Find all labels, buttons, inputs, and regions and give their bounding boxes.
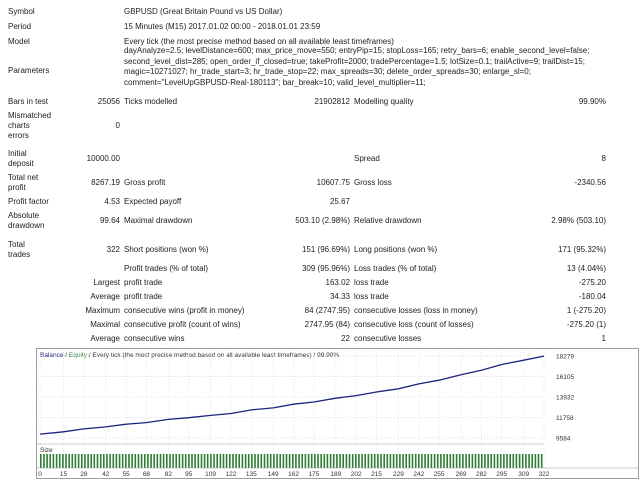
long-value: 171 (95.32%) — [557, 245, 606, 254]
size-bar — [138, 454, 140, 468]
profit-trades-value: 309 (95.96%) — [301, 264, 350, 273]
size-bar — [242, 454, 244, 468]
average-profit-label: profit trade — [124, 292, 163, 301]
size-bar — [387, 454, 389, 468]
x-tick-label: 282 — [475, 471, 487, 478]
size-bar — [519, 454, 521, 468]
size-bar — [409, 454, 411, 468]
mismatch-value: 0 — [115, 121, 120, 130]
size-bar — [336, 454, 338, 468]
size-bar — [175, 454, 177, 468]
maximal-loss-label: consecutive loss (count of losses) — [354, 320, 474, 329]
size-bar — [279, 454, 281, 468]
size-bar — [254, 454, 256, 468]
size-bar — [468, 454, 470, 468]
pf-value: 4.53 — [104, 197, 120, 206]
size-bar — [311, 454, 313, 468]
mismatch-label-1: Mismatched — [8, 111, 52, 120]
size-bar — [456, 454, 458, 468]
size-bar — [289, 454, 291, 468]
size-bar — [453, 454, 455, 468]
size-bar — [535, 454, 537, 468]
size-bar — [308, 454, 310, 468]
avg-cons-losses-value: 1 — [601, 334, 606, 343]
size-bar — [371, 454, 373, 468]
size-bar — [490, 454, 492, 468]
size-bar — [478, 454, 480, 468]
size-bar — [210, 454, 212, 468]
size-bar — [273, 454, 275, 468]
x-tick-label: 229 — [393, 471, 404, 478]
size-bar — [141, 454, 143, 468]
size-bar — [513, 454, 515, 468]
period-value: 15 Minutes (M15) 2017.01.02 00:00 - 2018.01.01 23:59 — [124, 22, 321, 31]
max-dd-value: 503.10 (2.98%) — [295, 216, 350, 225]
size-bar — [355, 454, 357, 468]
rel-dd-value: 2.98% (503.10) — [551, 216, 606, 225]
initial-value: 10000.00 — [86, 154, 120, 163]
size-bar — [232, 454, 234, 468]
x-tick-label: 68 — [142, 471, 151, 478]
size-bar — [248, 454, 250, 468]
size-bar — [59, 454, 61, 468]
net-label-2: profit — [8, 183, 26, 192]
size-bar — [81, 454, 83, 468]
graph-title-balance: Balance — [40, 352, 64, 359]
size-bar — [220, 454, 222, 468]
size-bar — [201, 454, 203, 468]
size-bar — [283, 454, 285, 468]
x-tick-label: 202 — [350, 471, 362, 478]
size-bar — [374, 454, 376, 468]
balance-graph — [36, 348, 639, 479]
size-bar — [213, 454, 215, 468]
size-bar — [412, 454, 414, 468]
total-trades-label-2: trades — [8, 250, 31, 259]
size-bar — [191, 454, 193, 468]
x-tick-label: 269 — [455, 471, 467, 478]
x-tick-label: 322 — [538, 471, 550, 478]
size-bar — [261, 454, 263, 468]
ep-label: Expected payoff — [124, 197, 182, 206]
initial-label-2: deposit — [8, 159, 34, 168]
size-bar — [169, 454, 171, 468]
size-bar — [475, 454, 477, 468]
x-tick-label: 55 — [122, 471, 130, 478]
x-tick-label: 309 — [518, 471, 530, 478]
y-tick-label: 18279 — [556, 353, 575, 361]
size-bar — [100, 454, 102, 468]
size-bar — [377, 454, 379, 468]
size-bar — [251, 454, 253, 468]
size-bar — [421, 454, 423, 468]
size-bar — [342, 454, 344, 468]
graph-title — [40, 352, 339, 359]
rel-dd-label: Relative drawdown — [354, 216, 422, 225]
largest-loss-label: loss trade — [354, 278, 389, 287]
size-bar — [346, 454, 348, 468]
size-bar — [525, 454, 527, 468]
avg-cons-wins-value: 22 — [341, 334, 350, 343]
size-bar — [500, 454, 502, 468]
maximal-profit-label: consecutive profit (count of wins) — [124, 320, 241, 329]
x-tick-label: 189 — [330, 471, 342, 478]
size-bar — [188, 454, 190, 468]
size-bar — [462, 454, 464, 468]
size-bar — [361, 454, 363, 468]
size-bar — [94, 454, 96, 468]
size-bar — [295, 454, 297, 468]
size-bar — [106, 454, 108, 468]
max-cons-wins-label: consecutive wins (profit in money) — [124, 306, 245, 315]
size-bar — [405, 454, 407, 468]
y-tick-label: 9584 — [556, 435, 571, 443]
size-bar — [235, 454, 237, 468]
size-bar — [226, 454, 228, 468]
size-bar — [128, 454, 130, 468]
size-bar — [150, 454, 152, 468]
abs-dd-label-1: Absolute — [8, 211, 40, 220]
size-bar — [216, 454, 218, 468]
abs-dd-label-2: drawdown — [8, 221, 45, 230]
size-bar — [494, 454, 496, 468]
size-panel-label: Size — [40, 447, 53, 454]
size-bar — [267, 454, 269, 468]
size-bar — [358, 454, 360, 468]
size-bar — [157, 454, 159, 468]
x-tick-label: 122 — [225, 471, 237, 478]
net-value: 8267.19 — [91, 178, 120, 187]
size-bar — [503, 454, 505, 468]
size-bar — [301, 454, 303, 468]
size-bar — [163, 454, 165, 468]
bars-value: 25056 — [97, 97, 120, 106]
size-bar — [531, 454, 533, 468]
x-tick-label: 15 — [59, 471, 68, 478]
size-bar — [286, 454, 288, 468]
size-bar — [90, 454, 92, 468]
size-bar — [116, 454, 118, 468]
size-bar — [270, 454, 272, 468]
x-tick-label: 135 — [245, 471, 257, 478]
size-bar — [229, 454, 231, 468]
size-bar — [459, 454, 461, 468]
mismatch-label-3: errors — [8, 131, 29, 140]
size-bar — [516, 454, 518, 468]
size-bar — [56, 454, 58, 468]
largest-loss-value: -275.20 — [578, 278, 606, 287]
size-bar — [418, 454, 420, 468]
size-bar — [339, 454, 341, 468]
size-bar — [437, 454, 439, 468]
x-tick-label: 42 — [102, 471, 110, 478]
quality-label: Modelling quality — [354, 97, 414, 106]
maximal-label: Maximal — [90, 320, 120, 329]
size-bar — [298, 454, 300, 468]
x-tick-label: 215 — [371, 471, 382, 478]
size-bar — [122, 454, 124, 468]
x-tick-label: 255 — [433, 471, 445, 478]
size-bar — [147, 454, 149, 468]
size-bar — [194, 454, 196, 468]
size-bar — [415, 454, 417, 468]
total-trades-label-1: Total — [8, 240, 25, 249]
size-bar — [333, 454, 335, 468]
size-bar — [65, 454, 67, 468]
total-trades-value: 322 — [106, 245, 120, 254]
gross-loss-value: -2340.56 — [574, 178, 606, 187]
loss-trades-label: Loss trades (% of total) — [354, 264, 437, 273]
y-tick-label: 13932 — [556, 394, 575, 402]
size-bar — [84, 454, 86, 468]
gross-profit-value: 10607.75 — [316, 178, 350, 187]
average2-label: Average — [90, 334, 120, 343]
maximal-profit-value: 2747.95 (84) — [304, 320, 350, 329]
size-bar — [182, 454, 184, 468]
model-label: Model — [8, 37, 30, 46]
size-bar — [97, 454, 99, 468]
size-bar — [450, 454, 452, 468]
maximal-loss-value: -275.20 (1) — [566, 320, 606, 329]
size-bar — [131, 454, 133, 468]
symbol-value: GBPUSD (Great Britain Pound vs US Dollar) — [124, 7, 283, 16]
largest-profit-label: profit trade — [124, 278, 163, 287]
size-bar — [144, 454, 146, 468]
size-bar — [314, 454, 316, 468]
size-bar — [330, 454, 332, 468]
ep-value: 25.67 — [329, 197, 350, 206]
size-bar — [223, 454, 225, 468]
size-bar — [153, 454, 155, 468]
largest-label: Largest — [93, 278, 120, 287]
size-bar — [538, 454, 540, 468]
long-label: Long positions (won %) — [354, 245, 438, 254]
size-bar — [383, 454, 385, 468]
size-bar — [72, 454, 74, 468]
parameters-label: Parameters — [8, 66, 50, 75]
size-bar — [368, 454, 370, 468]
size-bar — [238, 454, 240, 468]
size-bar — [506, 454, 508, 468]
mismatch-label-2: charts — [8, 121, 30, 130]
spread-value: 8 — [601, 154, 606, 163]
short-value: 151 (96.69%) — [301, 245, 350, 254]
size-bar — [487, 454, 489, 468]
size-bar — [166, 454, 168, 468]
size-bar — [396, 454, 398, 468]
avg-cons-wins-label: consecutive wins — [124, 334, 185, 343]
short-label: Short positions (won %) — [124, 245, 209, 254]
symbol-label: Symbol — [8, 7, 35, 16]
average-label: Average — [90, 292, 120, 301]
size-bar — [204, 454, 206, 468]
size-bar — [443, 454, 445, 468]
size-bar — [402, 454, 404, 468]
graph-title-equity: Equity — [68, 352, 87, 359]
x-tick-label: 95 — [185, 471, 193, 478]
size-bar — [349, 454, 351, 468]
size-bar — [276, 454, 278, 468]
x-tick-label: 0 — [38, 471, 42, 478]
size-bar — [198, 454, 200, 468]
size-bar — [434, 454, 436, 468]
size-bar — [172, 454, 174, 468]
x-tick-label: 295 — [496, 471, 508, 478]
size-bar — [75, 454, 77, 468]
size-bar — [62, 454, 64, 468]
size-bar — [465, 454, 467, 468]
size-bar — [327, 454, 329, 468]
size-bar — [43, 454, 45, 468]
size-bar — [49, 454, 51, 468]
ticks-value: 21902812 — [314, 97, 350, 106]
period-label: Period — [8, 22, 32, 31]
size-bar — [390, 454, 392, 468]
size-bar — [46, 454, 48, 468]
size-bar — [179, 454, 181, 468]
size-bar — [119, 454, 121, 468]
avg-cons-losses-label: consecutive losses — [354, 334, 422, 343]
gross-loss-label: Gross loss — [354, 178, 392, 187]
x-tick-label: 82 — [164, 471, 172, 478]
size-bar — [352, 454, 354, 468]
size-bar — [135, 454, 137, 468]
initial-label-1: Initial — [8, 149, 27, 158]
x-tick-label: 109 — [205, 471, 217, 478]
size-bar — [528, 454, 530, 468]
size-bar — [472, 454, 474, 468]
size-bar — [305, 454, 307, 468]
gross-profit-label: Gross profit — [124, 178, 166, 187]
parameters-value: dayAnalyze=2.5; levelDistance=600; max_price_move=550; entryPip=15; stopLoss=165; retry_bars=6; enable_second_level=false; second_level_dist=285; open_order_if_closed=true; takeProfit=2000; tradePercentage=1.5; lotSize=0.1; trailActive=9; trailDist=15; magic=10271027; hr_trade_start=3; hr_trade_stop=22; max_spreads=30; delete_order_spreads=30; enlarge_sl=0; comment="LevelUpGBPUSD-Real-180113"; bar_break=10; valid_level_multiplier=11; — [124, 46, 590, 87]
size-bar — [125, 454, 127, 468]
size-bar — [53, 454, 55, 468]
bars-label: Bars in test — [8, 97, 49, 106]
size-bar — [40, 454, 42, 468]
size-bar — [427, 454, 429, 468]
size-bar — [257, 454, 259, 468]
spread-label: Spread — [354, 154, 380, 163]
x-tick-label: 28 — [80, 471, 88, 478]
x-tick-label: 175 — [308, 471, 320, 478]
size-bar — [317, 454, 319, 468]
maximum-label: Maximum — [85, 306, 120, 315]
x-tick-label: 149 — [267, 471, 279, 478]
size-bar — [185, 454, 187, 468]
size-bar — [440, 454, 442, 468]
size-bar — [103, 454, 105, 468]
max-dd-label: Maximal drawdown — [124, 216, 193, 225]
size-bar — [245, 454, 247, 468]
size-bar — [497, 454, 499, 468]
size-bar — [424, 454, 426, 468]
max-cons-losses-value: 1 (-275.20) — [566, 306, 606, 315]
size-bar — [264, 454, 266, 468]
average-loss-label: loss trade — [354, 292, 389, 301]
size-bar — [324, 454, 326, 468]
size-bar — [522, 454, 524, 468]
size-bar — [380, 454, 382, 468]
size-bar — [364, 454, 366, 468]
abs-dd-value: 99.64 — [99, 216, 120, 225]
x-tick-label: 162 — [288, 471, 299, 478]
size-bar — [481, 454, 483, 468]
graph-title-sep: / — [63, 352, 69, 359]
largest-profit-value: 163.02 — [325, 278, 350, 287]
size-bar — [431, 454, 433, 468]
x-tick-label: 242 — [413, 471, 425, 478]
size-bar — [509, 454, 511, 468]
y-tick-label: 11758 — [556, 414, 574, 422]
size-bar — [109, 454, 111, 468]
size-bar — [446, 454, 448, 468]
size-bar — [113, 454, 115, 468]
graph-title-rest: / Every tick (the most precise method based on all available least timeframes) / 99.90% — [87, 352, 340, 359]
size-bar — [68, 454, 70, 468]
size-bar — [393, 454, 395, 468]
max-cons-wins-value: 84 (2747.95) — [304, 306, 350, 315]
size-bar — [78, 454, 80, 468]
size-bar — [207, 454, 209, 468]
size-bar — [399, 454, 401, 468]
y-tick-label: 16105 — [556, 374, 575, 382]
size-bar — [320, 454, 322, 468]
max-cons-losses-label: consecutive losses (loss in money) — [354, 306, 478, 315]
loss-trades-value: 13 (4.04%) — [566, 264, 606, 273]
profit-trades-label: Profit trades (% of total) — [124, 264, 209, 273]
size-bar — [484, 454, 486, 468]
net-label-1: Total net — [8, 173, 39, 182]
size-bar — [87, 454, 89, 468]
size-bar — [541, 454, 543, 468]
size-bar — [292, 454, 294, 468]
model-value: Every tick (the most precise method based on all available least timeframes) — [124, 37, 394, 46]
average-profit-value: 34.33 — [329, 292, 350, 301]
quality-value: 99.90% — [578, 97, 606, 106]
pf-label: Profit factor — [8, 197, 49, 206]
average-loss-value: -180.04 — [578, 292, 606, 301]
size-bar — [160, 454, 162, 468]
ticks-label: Ticks modelled — [124, 97, 178, 106]
